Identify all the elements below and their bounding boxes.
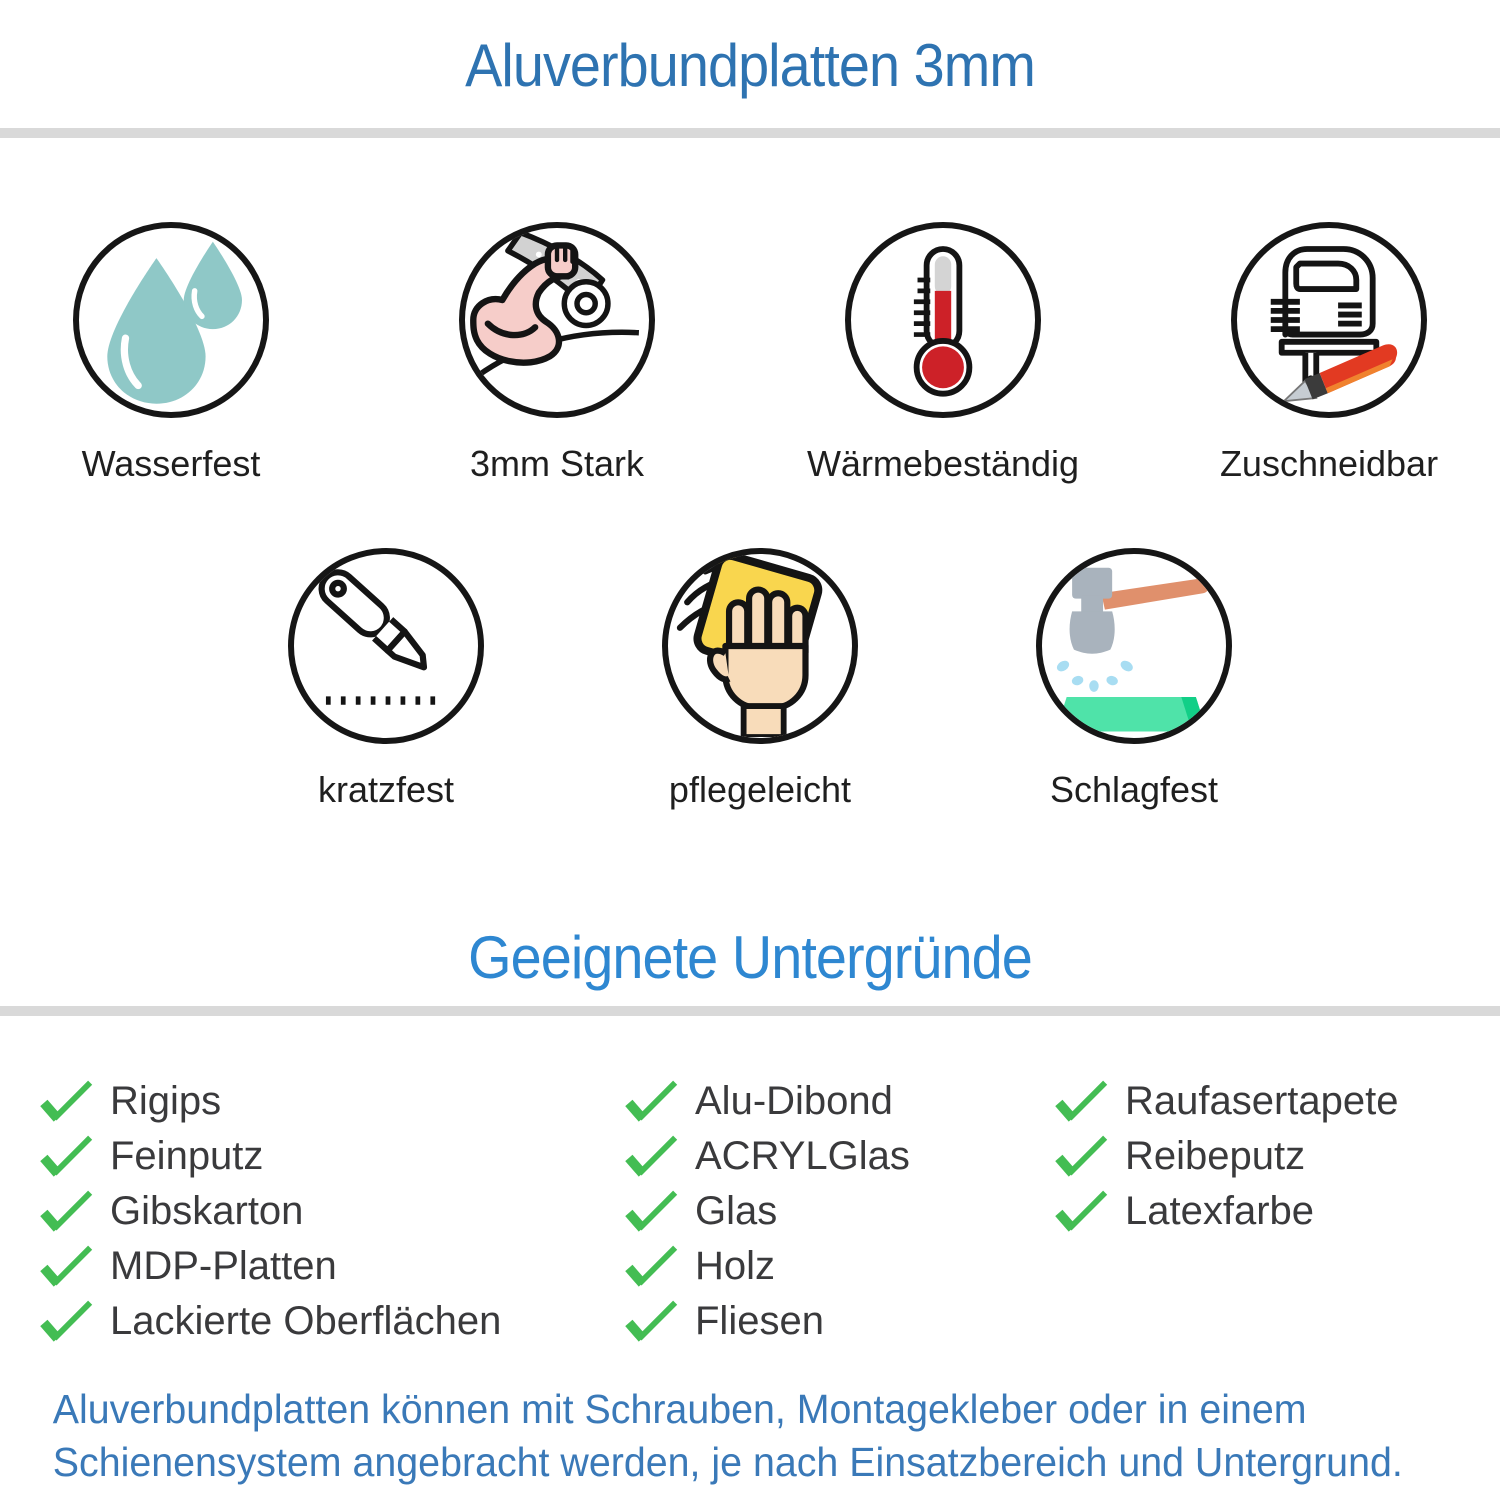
checkmark-icon — [625, 1299, 679, 1345]
feature-label: pflegeleicht — [668, 769, 852, 810]
list-item — [625, 1129, 1055, 1184]
checkmark-icon — [625, 1079, 679, 1125]
checkmark-icon — [40, 1189, 94, 1235]
feature-label: Schlagfest — [1049, 769, 1219, 810]
feature-wasserfest — [73, 222, 269, 484]
list-item — [40, 1184, 625, 1239]
list-item — [40, 1074, 625, 1129]
substrate-label: Alu-Dibond — [695, 1079, 893, 1123]
list-item — [1055, 1129, 1500, 1184]
substrate-label: Holz — [695, 1244, 776, 1288]
checkmark-icon — [40, 1299, 94, 1345]
feature-label: Zuschneidbar — [1219, 443, 1439, 484]
utility-knife-icon — [288, 548, 484, 744]
substrate-label: MDP-Platten — [110, 1244, 337, 1288]
feature-label: Wasserfest — [81, 443, 261, 484]
features-row-1 — [0, 222, 1500, 484]
feature-waermebestaendig — [806, 222, 1080, 484]
checkmark-icon — [40, 1079, 94, 1125]
list-item — [1055, 1074, 1500, 1129]
substrate-label: ACRYLGlas — [695, 1134, 910, 1178]
list-item — [40, 1294, 625, 1349]
feature-label: Wärmebeständig — [806, 443, 1080, 484]
list-item — [625, 1294, 1055, 1349]
substrates-column-2 — [625, 1074, 1055, 1349]
substrates-header — [0, 810, 1500, 1016]
muscle-arm-icon — [459, 222, 655, 418]
feature-3mm-stark — [459, 222, 655, 484]
substrate-label: Reibeputz — [1125, 1134, 1306, 1178]
list-item — [1055, 1184, 1500, 1239]
checkmark-icon — [1055, 1189, 1109, 1235]
feature-label: kratzfest — [317, 769, 455, 810]
divider-bar-bottom — [0, 1006, 1500, 1016]
substrate-label: Latexfarbe — [1125, 1189, 1315, 1233]
feature-label: 3mm Stark — [469, 443, 645, 484]
water-drops-icon — [73, 222, 269, 418]
checkmark-icon — [625, 1244, 679, 1290]
mounting-note-line2: Schienensystem angebracht werden, je nach Einsatzbereich und Untergrund. — [52, 1439, 1403, 1485]
substrate-label: Glas — [695, 1189, 778, 1233]
checkmark-icon — [1055, 1079, 1109, 1125]
substrate-label: Fliesen — [695, 1299, 824, 1343]
list-item — [625, 1074, 1055, 1129]
divider-bar-top — [0, 128, 1500, 138]
features-header — [0, 0, 1500, 128]
substrate-label: Raufasertapete — [1125, 1079, 1399, 1123]
list-item — [40, 1129, 625, 1184]
hand-cloth-icon — [662, 548, 858, 744]
checkmark-icon — [1055, 1134, 1109, 1180]
features-row-2 — [0, 548, 1500, 810]
checkmark-icon — [40, 1134, 94, 1180]
mounting-note — [0, 1383, 1440, 1489]
substrate-label: Feinputz — [110, 1134, 264, 1178]
substrate-label: Rigips — [110, 1079, 222, 1123]
substrates-column-1 — [40, 1074, 625, 1349]
jigsaw-cutter-icon — [1231, 222, 1427, 418]
page-title: Aluverbundplatten 3mm — [465, 32, 1035, 99]
substrates-title: Geeignete Untergründe — [468, 924, 1032, 991]
substrates-checklist — [0, 1074, 1500, 1349]
checkmark-icon — [625, 1189, 679, 1235]
feature-kratzfest — [288, 548, 484, 810]
list-item — [40, 1239, 625, 1294]
checkmark-icon — [40, 1244, 94, 1290]
mounting-note-line1: Aluverbundplatten können mit Schrauben, Montagekleber oder in einem — [52, 1386, 1307, 1432]
feature-pflegeleicht — [662, 548, 858, 810]
feature-schlagfest — [1036, 548, 1232, 810]
substrates-column-3 — [1055, 1074, 1500, 1349]
thermometer-icon — [845, 222, 1041, 418]
list-item — [625, 1239, 1055, 1294]
substrate-label: Lackierte Oberflächen — [110, 1299, 502, 1343]
substrate-label: Gibskarton — [110, 1189, 304, 1233]
list-item — [625, 1184, 1055, 1239]
checkmark-icon — [625, 1134, 679, 1180]
feature-zuschneidbar — [1219, 222, 1439, 484]
hammer-icon — [1036, 548, 1232, 744]
